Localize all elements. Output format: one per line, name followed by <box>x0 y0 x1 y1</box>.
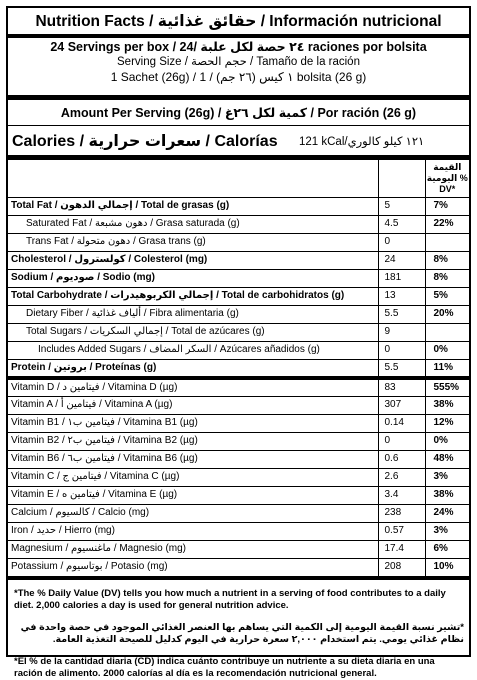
vitamin-label: Vitamin E / فيتامين ه / Vitamina E (µg) <box>8 486 378 504</box>
calories-row <box>8 126 469 160</box>
table-row-total-carbohydrate <box>8 287 469 305</box>
mineral-dv: 3% <box>425 522 469 540</box>
mineral-label: Calcium / كالسيوم / Calcio (mg) <box>8 504 378 522</box>
vitamin-label: Vitamin B2 / فيتامين ب٢ / Vitamina B2 (µg) <box>8 432 378 450</box>
table-row-vitamin-a <box>8 396 469 414</box>
calories-value: 121 kCal/١٢١ كيلو كالوري <box>299 135 425 148</box>
mineral-dv: 10% <box>425 558 469 576</box>
mineral-value: 208 <box>378 558 425 576</box>
nutrient-value: 0 <box>378 341 425 359</box>
nutrient-label: Trans Fat / دهون متحولة / Grasa trans (g) <box>8 233 378 251</box>
nutrition-facts-label <box>6 6 471 679</box>
nutrient-dv: 8% <box>425 251 469 269</box>
amount-per-serving: Amount Per Serving (26g) / كمية لكل ٢٦غ / Por ración (26 g) <box>8 100 469 126</box>
vitamin-value: 0 <box>378 432 425 450</box>
table-row-vitamin-b1 <box>8 414 469 432</box>
nutrient-label: Protein / بروتين / Proteínas (g) <box>8 359 378 378</box>
footnotes <box>8 580 469 680</box>
serving-info <box>8 38 469 100</box>
nutrient-label: Total Sugars / إجمالي السكريات / Total de azúcares (g) <box>8 323 378 341</box>
mineral-dv: 24% <box>425 504 469 522</box>
nutrient-label: Total Carbohydrate / إجمالي الكربوهيدرات / Total de carbohidratos (g) <box>8 287 378 305</box>
vitamin-label: Vitamin A / فيتامين أ / Vitamina A (µg) <box>8 396 378 414</box>
nutrient-label: Dietary Fiber / ألياف غذائية / Fibra alimentaria (g) <box>8 305 378 323</box>
table-row-vitamin-e <box>8 486 469 504</box>
nutrient-value: 5.5 <box>378 305 425 323</box>
vitamin-dv: 48% <box>425 450 469 468</box>
vitamin-value: 2.6 <box>378 468 425 486</box>
vitamin-label: Vitamin B1 / فيتامين ب١ / Vitamina B1 (µg) <box>8 414 378 432</box>
vitamin-value: 83 <box>378 378 425 397</box>
nutrient-dv: 20% <box>425 305 469 323</box>
table-row-cholesterol <box>8 251 469 269</box>
vitamin-dv: 555% <box>425 378 469 397</box>
label-title: Nutrition Facts / حقائق غذائية / Información nutricional <box>8 8 469 38</box>
servings-per-box: 24 Servings per box / ٢٤ حصة لكل علبة /24 raciones por bolsita <box>50 40 427 54</box>
nutrient-table <box>8 160 469 576</box>
nutrient-dv <box>425 233 469 251</box>
calories-label: Calories / سعرات حرارية / Calorías <box>12 132 278 150</box>
vitamin-value: 0.14 <box>378 414 425 432</box>
table-header-row <box>8 160 469 197</box>
vitamin-dv: 38% <box>425 396 469 414</box>
footnote-spanish: *El % de la cantidad diaria (CD) indica cuánto contribuye un nutriente a su dieta diaria en una ración de alimento. 2000 calorías al día es la recomendación nutricional general. <box>14 656 435 679</box>
vitamin-label: Vitamin D / فيتامين د / Vitamina D (µg) <box>8 378 378 397</box>
table-row-trans-fat <box>8 233 469 251</box>
nutrient-label: Saturated Fat / دهون مشبعة / Grasa saturada (g) <box>8 215 378 233</box>
daily-value-header: القيمة اليومية % DV* <box>426 161 468 194</box>
nutrient-dv: 5% <box>425 287 469 305</box>
nutrient-label: Sodium / صوديوم / Sodio (mg) <box>8 269 378 287</box>
table-row-vitamin-c <box>8 468 469 486</box>
vitamin-dv: 3% <box>425 468 469 486</box>
serving-size-value: 1 Sachet (26g) / ١ كيس (٢٦ جم) / 1 bolsita (26 g) <box>110 70 367 84</box>
vitamin-dv: 0% <box>425 432 469 450</box>
nutrient-value: 13 <box>378 287 425 305</box>
nutrient-dv: 8% <box>425 269 469 287</box>
table-row-total-fat <box>8 197 469 215</box>
footnote-arabic: *تشير نسبة القيمة اليومية إلى الكمية التي يساهم بها العنصر الغذائي الموجود في حصة واحدة في نظام غذائي يومي. يتم استخدام ٢,٠٠٠ سعرة حرارية في اليوم كدليل للصيحة التغذية العامة. <box>20 622 464 645</box>
vitamin-dv: 12% <box>425 414 469 432</box>
mineral-value: 17.4 <box>378 540 425 558</box>
footnote-english: *The % Daily Value (DV) tells you how much a nutrient in a serving of food contributes to a daily diet. 2,000 calories a day is used for general nutrition advice. <box>14 588 446 611</box>
vitamin-value: 3.4 <box>378 486 425 504</box>
nutrient-value: 0 <box>378 233 425 251</box>
nutrient-value: 9 <box>378 323 425 341</box>
table-row-total-sugars <box>8 323 469 341</box>
table-row-vitamin-b2 <box>8 432 469 450</box>
vitamin-dv: 38% <box>425 486 469 504</box>
nutrient-dv: 22% <box>425 215 469 233</box>
table-row-saturated-fat <box>8 215 469 233</box>
table-row-calcium <box>8 504 469 522</box>
table-row-protein <box>8 359 469 378</box>
nutrient-label: Includes Added Sugars / السكر المضاف / Azúcares añadidos (g) <box>8 341 378 359</box>
nutrient-value: 24 <box>378 251 425 269</box>
nutrient-dv: 0% <box>425 341 469 359</box>
nutrient-value: 5 <box>378 197 425 215</box>
nutrient-value: 4.5 <box>378 215 425 233</box>
mineral-value: 238 <box>378 504 425 522</box>
nutrient-dv: 7% <box>425 197 469 215</box>
table-row-vitamin-b6 <box>8 450 469 468</box>
nutrient-value: 181 <box>378 269 425 287</box>
table-row-dietary-fiber <box>8 305 469 323</box>
vitamin-label: Vitamin C / فيتامين ج / Vitamina C (µg) <box>8 468 378 486</box>
mineral-value: 0.57 <box>378 522 425 540</box>
serving-size-label: Serving Size / حجم الحصة / Tamaño de la ración <box>117 56 360 68</box>
nutrient-label: Cholesterol / كولسترول / Colesterol (mg) <box>8 251 378 269</box>
vitamin-label: Vitamin B6 / فيتامين ب٦ / Vitamina B6 (µg) <box>8 450 378 468</box>
nutrient-dv: 11% <box>425 359 469 378</box>
table-row-potassium <box>8 558 469 576</box>
table-row-magnesium <box>8 540 469 558</box>
table-row-iron <box>8 522 469 540</box>
vitamin-value: 307 <box>378 396 425 414</box>
nutrient-value: 5.5 <box>378 359 425 378</box>
table-row-added-sugars <box>8 341 469 359</box>
nutrient-dv <box>425 323 469 341</box>
table-row-sodium <box>8 269 469 287</box>
mineral-dv: 6% <box>425 540 469 558</box>
mineral-label: Potassium / بوتاسيوم / Potasio (mg) <box>8 558 378 576</box>
vitamin-value: 0.6 <box>378 450 425 468</box>
mineral-label: Magnesium / ماغنسيوم / Magnesio (mg) <box>8 540 378 558</box>
mineral-label: Iron / حديد / Hierro (mg) <box>8 522 378 540</box>
table-row-vitamin-d <box>8 378 469 397</box>
nutrient-label: Total Fat / إجمالي الدهون / Total de grasas (g) <box>8 197 378 215</box>
